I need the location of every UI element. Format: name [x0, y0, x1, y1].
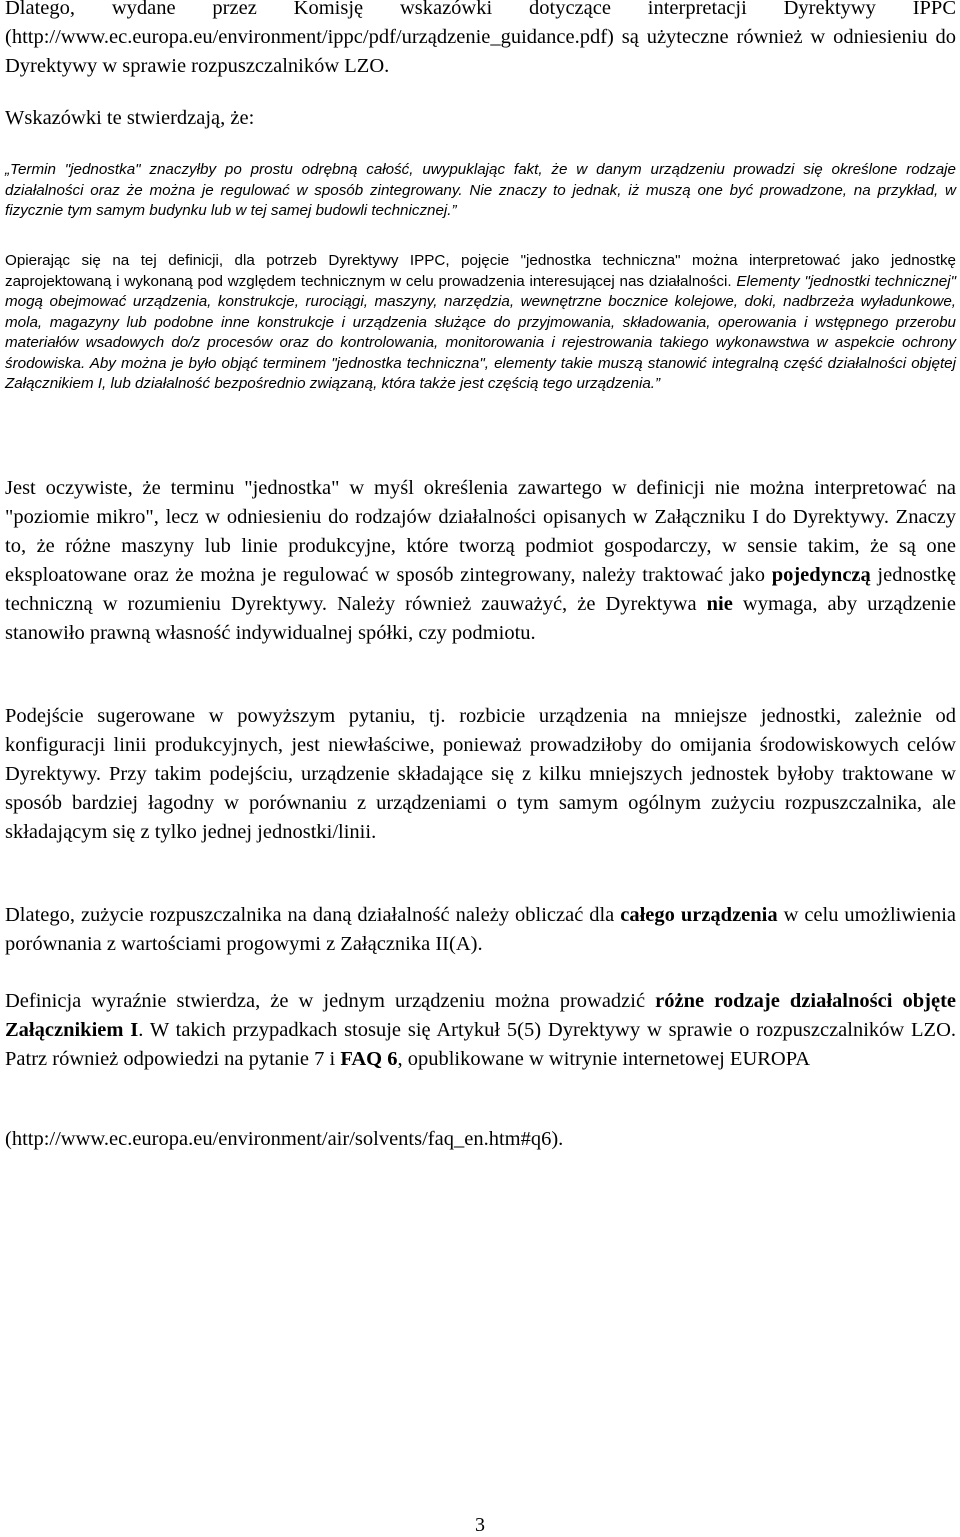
guidance-intro: Wskazówki te stwierdzają, że:	[5, 107, 255, 129]
p3-text-a: Dlatego, zużycie rozpuszczalnika na daną działalność należy obliczać dla	[5, 904, 621, 926]
p4-bold-faq: FAQ 6	[340, 1048, 398, 1070]
intro-paragraph: Dlatego, wydane przez Komisję wskazówki dotyczące interpretacji Dyrektywy IPPC (http://www.ec.europa.eu/environment/ippc/pdf/urządzenie_guidance.pdf) są użyteczne również w odniesieniu do Dyrektywy w sprawie rozpuszczalników LZO.	[5, 0, 956, 77]
body-paragraph-1	[5, 474, 956, 648]
body-paragraph-3	[5, 901, 956, 959]
p1-bold-single: pojedynczą	[771, 564, 871, 586]
p1-text-a: Jest oczywiste, że terminu "jednostka" w myśl określenia zawartego w definicji nie można interpretować na "poziomie mikro", lecz w odniesieniu do rodzajów działalności opisanych w Załączniku I do Dyrektywy. Znaczy to, że różne maszyny lub linie produkcyjne, które tworzą podmiot gospodarczy, w sensie takim, że są one eksploatowane oraz że można je regulować w sposób zintegrowany, należy traktować jako	[5, 477, 956, 586]
p4-text-e: , opublikowane w witrynie internetowej EUROPA	[397, 1048, 811, 1070]
p1-text-e: wymaga, aby urządzenie stanowiło prawną własność indywidualnej spółki, czy podmiotu.	[5, 593, 956, 644]
p4-text-c: . W takich przypadkach stosuje się Artykuł 5(5) Dyrektywy w sprawie o rozpuszczalników LZO. Patrz również odpowiedzi na pytanie 7 i	[5, 1019, 957, 1070]
p1-text-c: jednostkę techniczną w rozumieniu Dyrektywy. Należy również zauważyć, że Dyrektywa	[5, 564, 956, 615]
body-paragraph-2: Podejście sugerowane w powyższym pytaniu, tj. rozbicie urządzenia na mniejsze jednostki, zależnie od konfiguracji linii produkcyjnych, jest niewłaściwe, ponieważ prowadziłoby do omijania środowiskowych celów Dyrektywy. Przy takim podejściu, urządzenie składające się z kilku mniejszych jednostek byłoby traktowane w sposób bardziej łagodny w porównaniu z urządzeniami o tym samym ogólnym zużyciu rozpuszczalnika, ale składającym się z tylko jednej jednostki/linii.	[5, 705, 956, 843]
p3-text-c: w celu umożliwienia porównania z wartościami progowymi z Załącznika II(A).	[5, 904, 956, 955]
body-paragraph-4	[5, 987, 956, 1074]
quote-paragraph-2	[5, 251, 956, 395]
p4-text-a: Definicja wyraźnie stwierdza, że w jednym urządzeniu można prowadzić	[5, 990, 656, 1012]
p3-bold-whole-installation: całego urządzenia	[620, 904, 778, 926]
p4-bold-activities: różne rodzaje działalności objęte Załącznikiem I	[5, 990, 956, 1041]
faq-url-paragraph: (http://www.ec.europa.eu/environment/air/solvents/faq_en.htm#q6).	[5, 1128, 564, 1150]
quote-2-regular-text: Opierając się na tej definicji, dla potrzeb Dyrektywy IPPC, pojęcie "jednostka techniczna" można interpretować jako jednostkę zaprojektowaną i wykonaną pod względem technicznym w celu prowadzenia interesującej nas działalności.	[5, 252, 956, 290]
quote-2-italic-text: Elementy "jednostki technicznej" mogą obejmować urządzenia, konstrukcje, rurociągi, maszyny, narzędzia, wewnętrzne bocznice kolejowe, doki, nadbrzeża wyładunkowe, mola, magazyny lub podobne inne konstrukcje i urządzenia służące do przyjmowania, składowania, operowania i wstępnego przerobu materiałów wsadowych do/z procesów oraz do kontrolowania, monitorowania i rejestrowania takiego wykonawstwa w aspekcie ochrony środowiska. Aby można je było objąć terminem "jednostka techniczna", elementy takie muszą stanowić integralną część działalności objętej Załącznikiem I, lub działalność bezpośrednio związaną, która także jest częścią tego urządzenia.”	[5, 272, 956, 392]
page-number: 3	[475, 1514, 485, 1536]
p1-bold-not: nie	[706, 593, 733, 615]
quote-paragraph-1: „Termin "jednostka" znaczyłby po prostu odrębną całość, uwypuklając fakt, że w danym urządzeniu prowadzi się określone rodzaje działalności oraz że można je regulować w sposób zintegrowany. Nie znaczy to jednak, iż muszą one być prowadzone, na przykład, w fizycznie tym samym budynku lub w tej samej budowli technicznej.”	[5, 161, 956, 219]
